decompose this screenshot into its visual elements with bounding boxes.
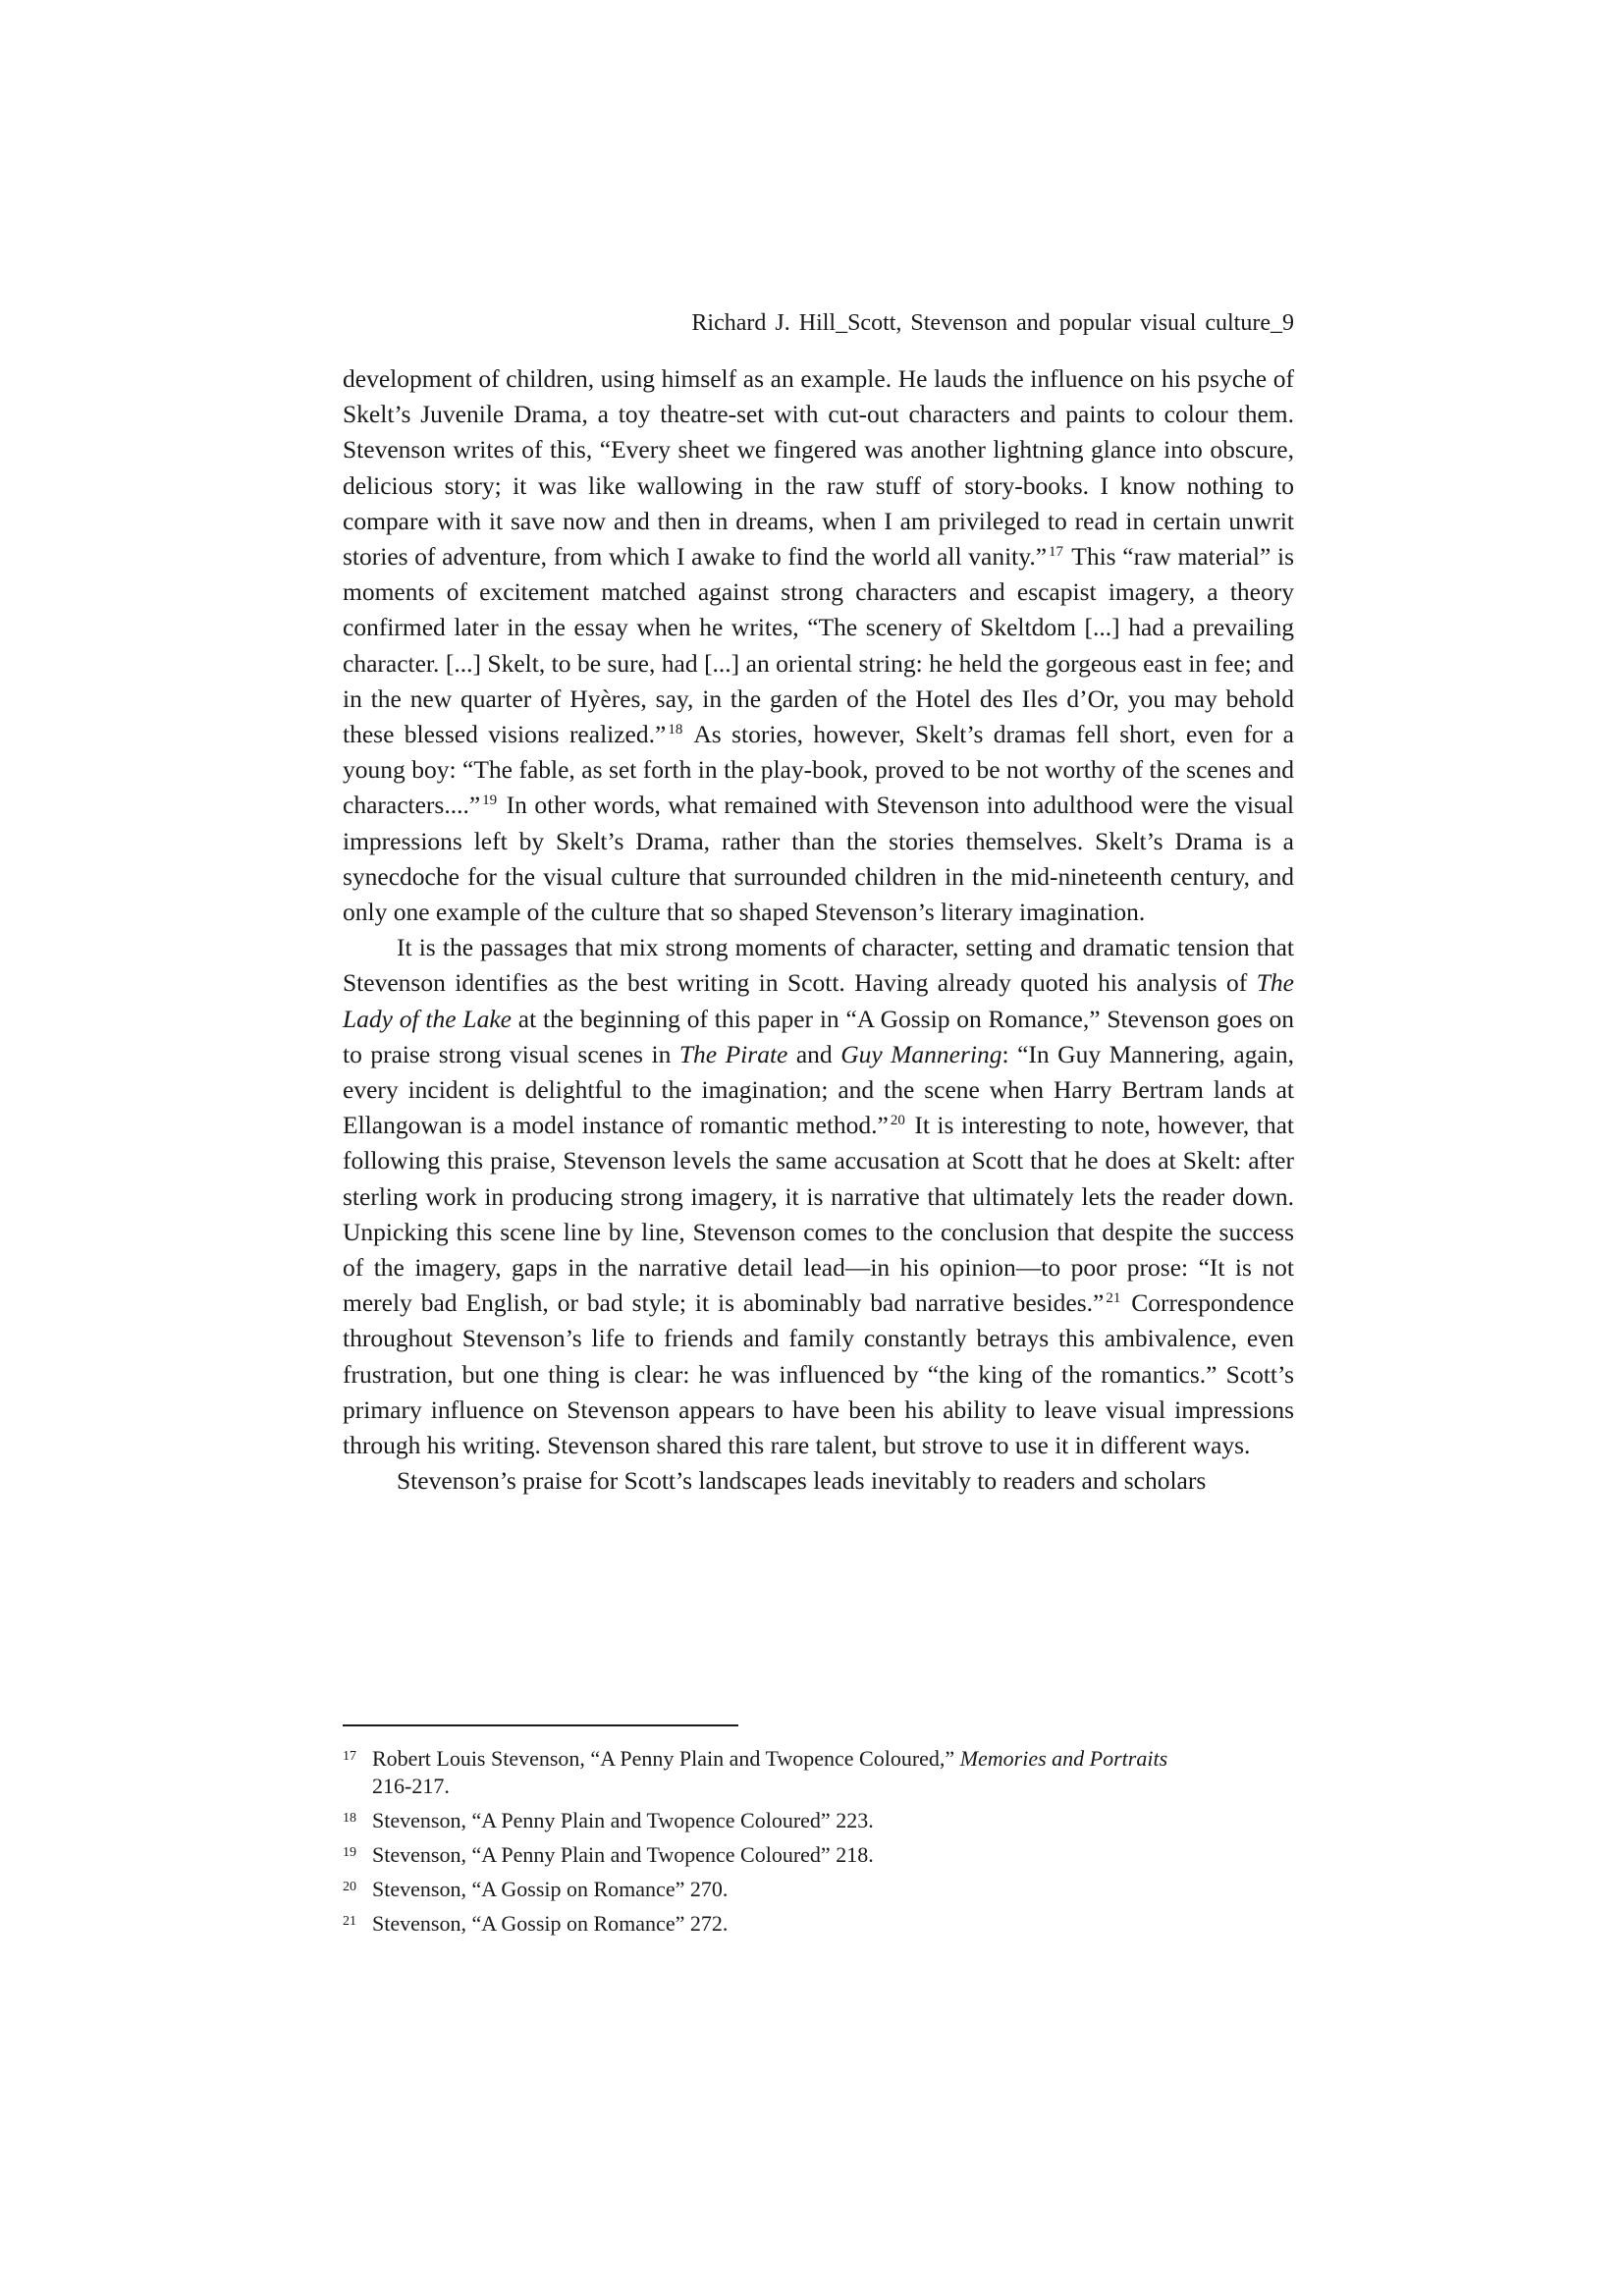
paragraph-1-text: As stories, however, Skelt’s dramas fell short, even for a young boy: “The fable, as set forth in the play-book, proved to be not worthy of the scenes and characters....” [343, 720, 1295, 820]
paragraph-2 [343, 930, 1294, 1463]
footnote-number: 19 [343, 1845, 356, 1860]
footnote-ref-17[interactable]: 17 [1049, 544, 1064, 561]
footnote-number: 17 [343, 1749, 356, 1764]
footnote-ref-21[interactable]: 21 [1106, 1290, 1121, 1307]
footnote-text: Stevenson, “A Gossip on Romance” 270. [372, 1877, 729, 1901]
paragraph-3-text: Stevenson’s praise for Scott’s landscapes leads inevitably to readers and scholars [397, 1466, 1207, 1496]
paragraph-2-text: Correspondence throughout Stevenson’s life to friends and family constantly betrays this ambivalence, even frustration, but one thing is clear: he was influenced by “the king of the romantics.” Scott’s primary influence on Stevenson appears to have been his ability to leave visual impressions through his writing. Stevenson shared this rare talent, but strove to use it in different ways. [343, 1288, 1294, 1460]
footnotes-list [343, 1745, 1294, 1944]
footnote-18 [343, 1807, 1294, 1834]
paragraph-3 [343, 1463, 1294, 1499]
paragraph-2-text: : “In Guy Mannering, again, every incident is delightful to the imagination; and the scene when Harry Bertram lands at Ellangowan is a model instance of romantic method.” [343, 1039, 1294, 1140]
paragraph-1-text: development of children, using himself as an example. He lauds the influence on his psyche of Skelt’s Juvenile Drama, a toy theatre-set with cut-out characters and paints to colour them. Stevenson writes of this, “Every sheet we fingered was another lightning glance into obscure, delicious story; it was like wallowing in the raw stuff of story-books. I know nothing to compare with it save now and then in dreams, when I am privileged to read in certain unwrit stories of adventure, from which I awake to find the world all vanity.” [343, 364, 1294, 572]
footnote-text: Stevenson, “A Penny Plain and Twopence Coloured” 218. [372, 1842, 874, 1867]
footnote-19 [343, 1841, 1294, 1869]
paragraph-2-text: It is interesting to note, however, that following this praise, Stevenson levels the same accusation at Scott that he does at Skelt: after sterling work in producing strong imagery, it is narrative that ultimately lets the reader down. Unpicking this scene line by line, Stevenson comes to the conclusion that despite the success of the imagery, gaps in the narrative detail lead—in his opinion—to poor prose: “It is not merely bad English, or bad style; it is abominably bad narrative besides.” [343, 1111, 1294, 1318]
book-title-the-pirate: The Pirate [678, 1039, 788, 1068]
footnote-number: 18 [343, 1811, 356, 1826]
footnote-ref-18[interactable]: 18 [668, 722, 683, 738]
footnote-text-continued: 216-217. [372, 1774, 450, 1798]
paragraph-2-text: at the beginning of this paper in “A Gossip on Romance,” Stevenson goes on to praise strong visual scenes in [343, 1004, 1294, 1068]
paragraph-1 [343, 361, 1294, 930]
footnote-21 [343, 1910, 1294, 1938]
footnote-ref-20[interactable]: 20 [890, 1113, 905, 1129]
paragraph-1-text: This “raw material” is moments of excitement matched against strong characters and escapist imagery, a theory confirmed later in the essay when he writes, “The scenery of Skeltdom [...] had a prevailing character. [...] Skelt, to be sure, had [...] an oriental string: he held the gorgeous east in fee; and in the new quarter of Hyères, say, in the garden of the Hotel des Iles d’Or, you may behold these blessed visions realized.” [343, 542, 1294, 749]
footnote-text: Stevenson, “A Penny Plain and Twopence Coloured” 223. [372, 1808, 874, 1832]
footnote-number: 21 [343, 1914, 356, 1929]
body-text [343, 361, 1294, 1500]
footnote-number: 20 [343, 1880, 356, 1894]
running-head: Richard J. Hill_Scott, Stevenson and popular visual culture_9 [691, 310, 1294, 336]
footnote-ref-19[interactable]: 19 [482, 793, 498, 809]
paragraph-2-text: It is the passages that mix strong moments of character, setting and dramatic tension that Stevenson identifies as the best writing in Scott. Having already quoted his analysis of [343, 933, 1294, 998]
book-title-guy-mannering: Guy Mannering [840, 1039, 1002, 1068]
footnote-17 [343, 1745, 1294, 1800]
footnote-separator [343, 1724, 738, 1726]
footnote-book-title: Memories and Portraits [959, 1746, 1168, 1771]
paragraph-2-text: and [787, 1039, 841, 1068]
footnote-text: Robert Louis Stevenson, “A Penny Plain and Twopence Coloured,” [372, 1746, 960, 1771]
footnote-text: Stevenson, “A Gossip on Romance” 272. [372, 1911, 729, 1936]
paragraph-1-text: In other words, what remained with Stevenson into adulthood were the visual impressions left by Skelt’s Drama, rather than the stories themselves. Skelt’s Drama is a synecdoche for the visual culture that surrounded children in the mid-nineteenth century, and only one example of the culture that so shaped Stevenson’s literary imagination. [343, 791, 1294, 927]
footnote-20 [343, 1876, 1294, 1903]
book-title-lady-of-the-lake: The Lady of the Lake [343, 968, 1294, 1033]
